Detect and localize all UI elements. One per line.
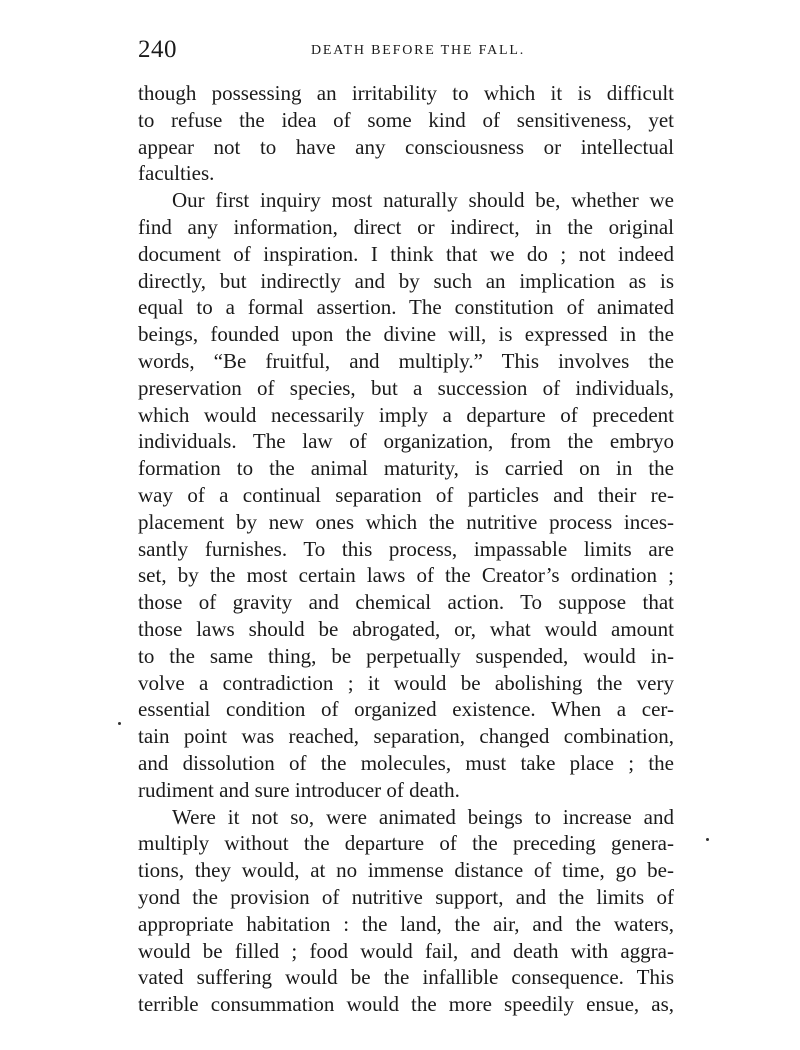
text-line: rudiment and sure introducer of death. <box>138 777 460 802</box>
text-line: placement by new ones which the nutritive process inces- <box>138 509 674 534</box>
text-line: individuals. The law of organization, from the embryo <box>138 429 674 454</box>
text-line: tain point was reached, separation, changed combination, <box>138 724 674 749</box>
text-line: Were it not so, were animated beings to increase and <box>172 804 674 829</box>
text-line: santly furnishes. To this process, impassable limits are <box>138 536 674 561</box>
margin-speck <box>118 722 121 725</box>
text-line: terrible consummation would the more speedily ensue, as, <box>138 992 674 1017</box>
text-line: document of inspiration. I think that we do ; not indeed <box>138 241 674 266</box>
text-line: would be filled ; food would fail, and death with aggra- <box>138 938 674 963</box>
text-line: beings, founded upon the divine will, is expressed in the <box>138 322 674 347</box>
text-line: way of a continual separation of particles and their re- <box>138 482 674 507</box>
running-title: DEATH BEFORE THE FALL. <box>310 43 526 58</box>
text-line: faculties. <box>138 161 215 186</box>
margin-speck <box>706 838 709 841</box>
text-line: find any information, direct or indirect, in the original <box>138 214 674 239</box>
text-line: those laws should be abrogated, or, what would amount <box>138 616 674 641</box>
text-line: words, “Be fruitful, and multiply.” This involves the <box>138 348 674 373</box>
text-line: appropriate habitation : the land, the air, and the waters, <box>138 911 674 936</box>
text-line: though possessing an irritability to which it is difficult <box>138 81 674 105</box>
text-line: formation to the animal maturity, is carried on in the <box>138 456 674 481</box>
text-line: directly, but indirectly and by such an implication as is <box>138 268 674 293</box>
text-line: equal to a formal assertion. The constitution of animated <box>138 295 674 320</box>
text-line: those of gravity and chemical action. To suppose that <box>138 590 674 615</box>
page-number: 240 <box>138 36 177 63</box>
text-line: set, by the most certain laws of the Creator’s ordination ; <box>138 563 674 588</box>
text-line: yond the provision of nutritive support, and the limits of <box>138 884 674 909</box>
running-head <box>138 36 674 66</box>
text-line: tions, they would, at no immense distance of time, go be- <box>138 858 674 883</box>
text-line: multiply without the departure of the preceding genera- <box>138 831 674 856</box>
text-line: to the same thing, be perpetually suspended, would in- <box>138 643 674 668</box>
text-line: preservation of species, but a succession of individuals, <box>138 375 674 400</box>
text-line: to refuse the idea of some kind of sensitiveness, yet <box>138 107 674 132</box>
text-line: and dissolution of the molecules, must take place ; the <box>138 750 674 775</box>
text-line: appear not to have any consciousness or intellectual <box>138 134 674 159</box>
text-line: which would necessarily imply a departure of precedent <box>138 402 674 427</box>
text-line: essential condition of organized existence. When a cer- <box>138 697 674 722</box>
text-line: vated suffering would be the infallible consequence. This <box>138 965 674 990</box>
text-line: volve a contradiction ; it would be abolishing the very <box>138 670 674 695</box>
text-line: Our first inquiry most naturally should be, whether we <box>172 188 674 213</box>
body-text <box>138 80 674 1018</box>
